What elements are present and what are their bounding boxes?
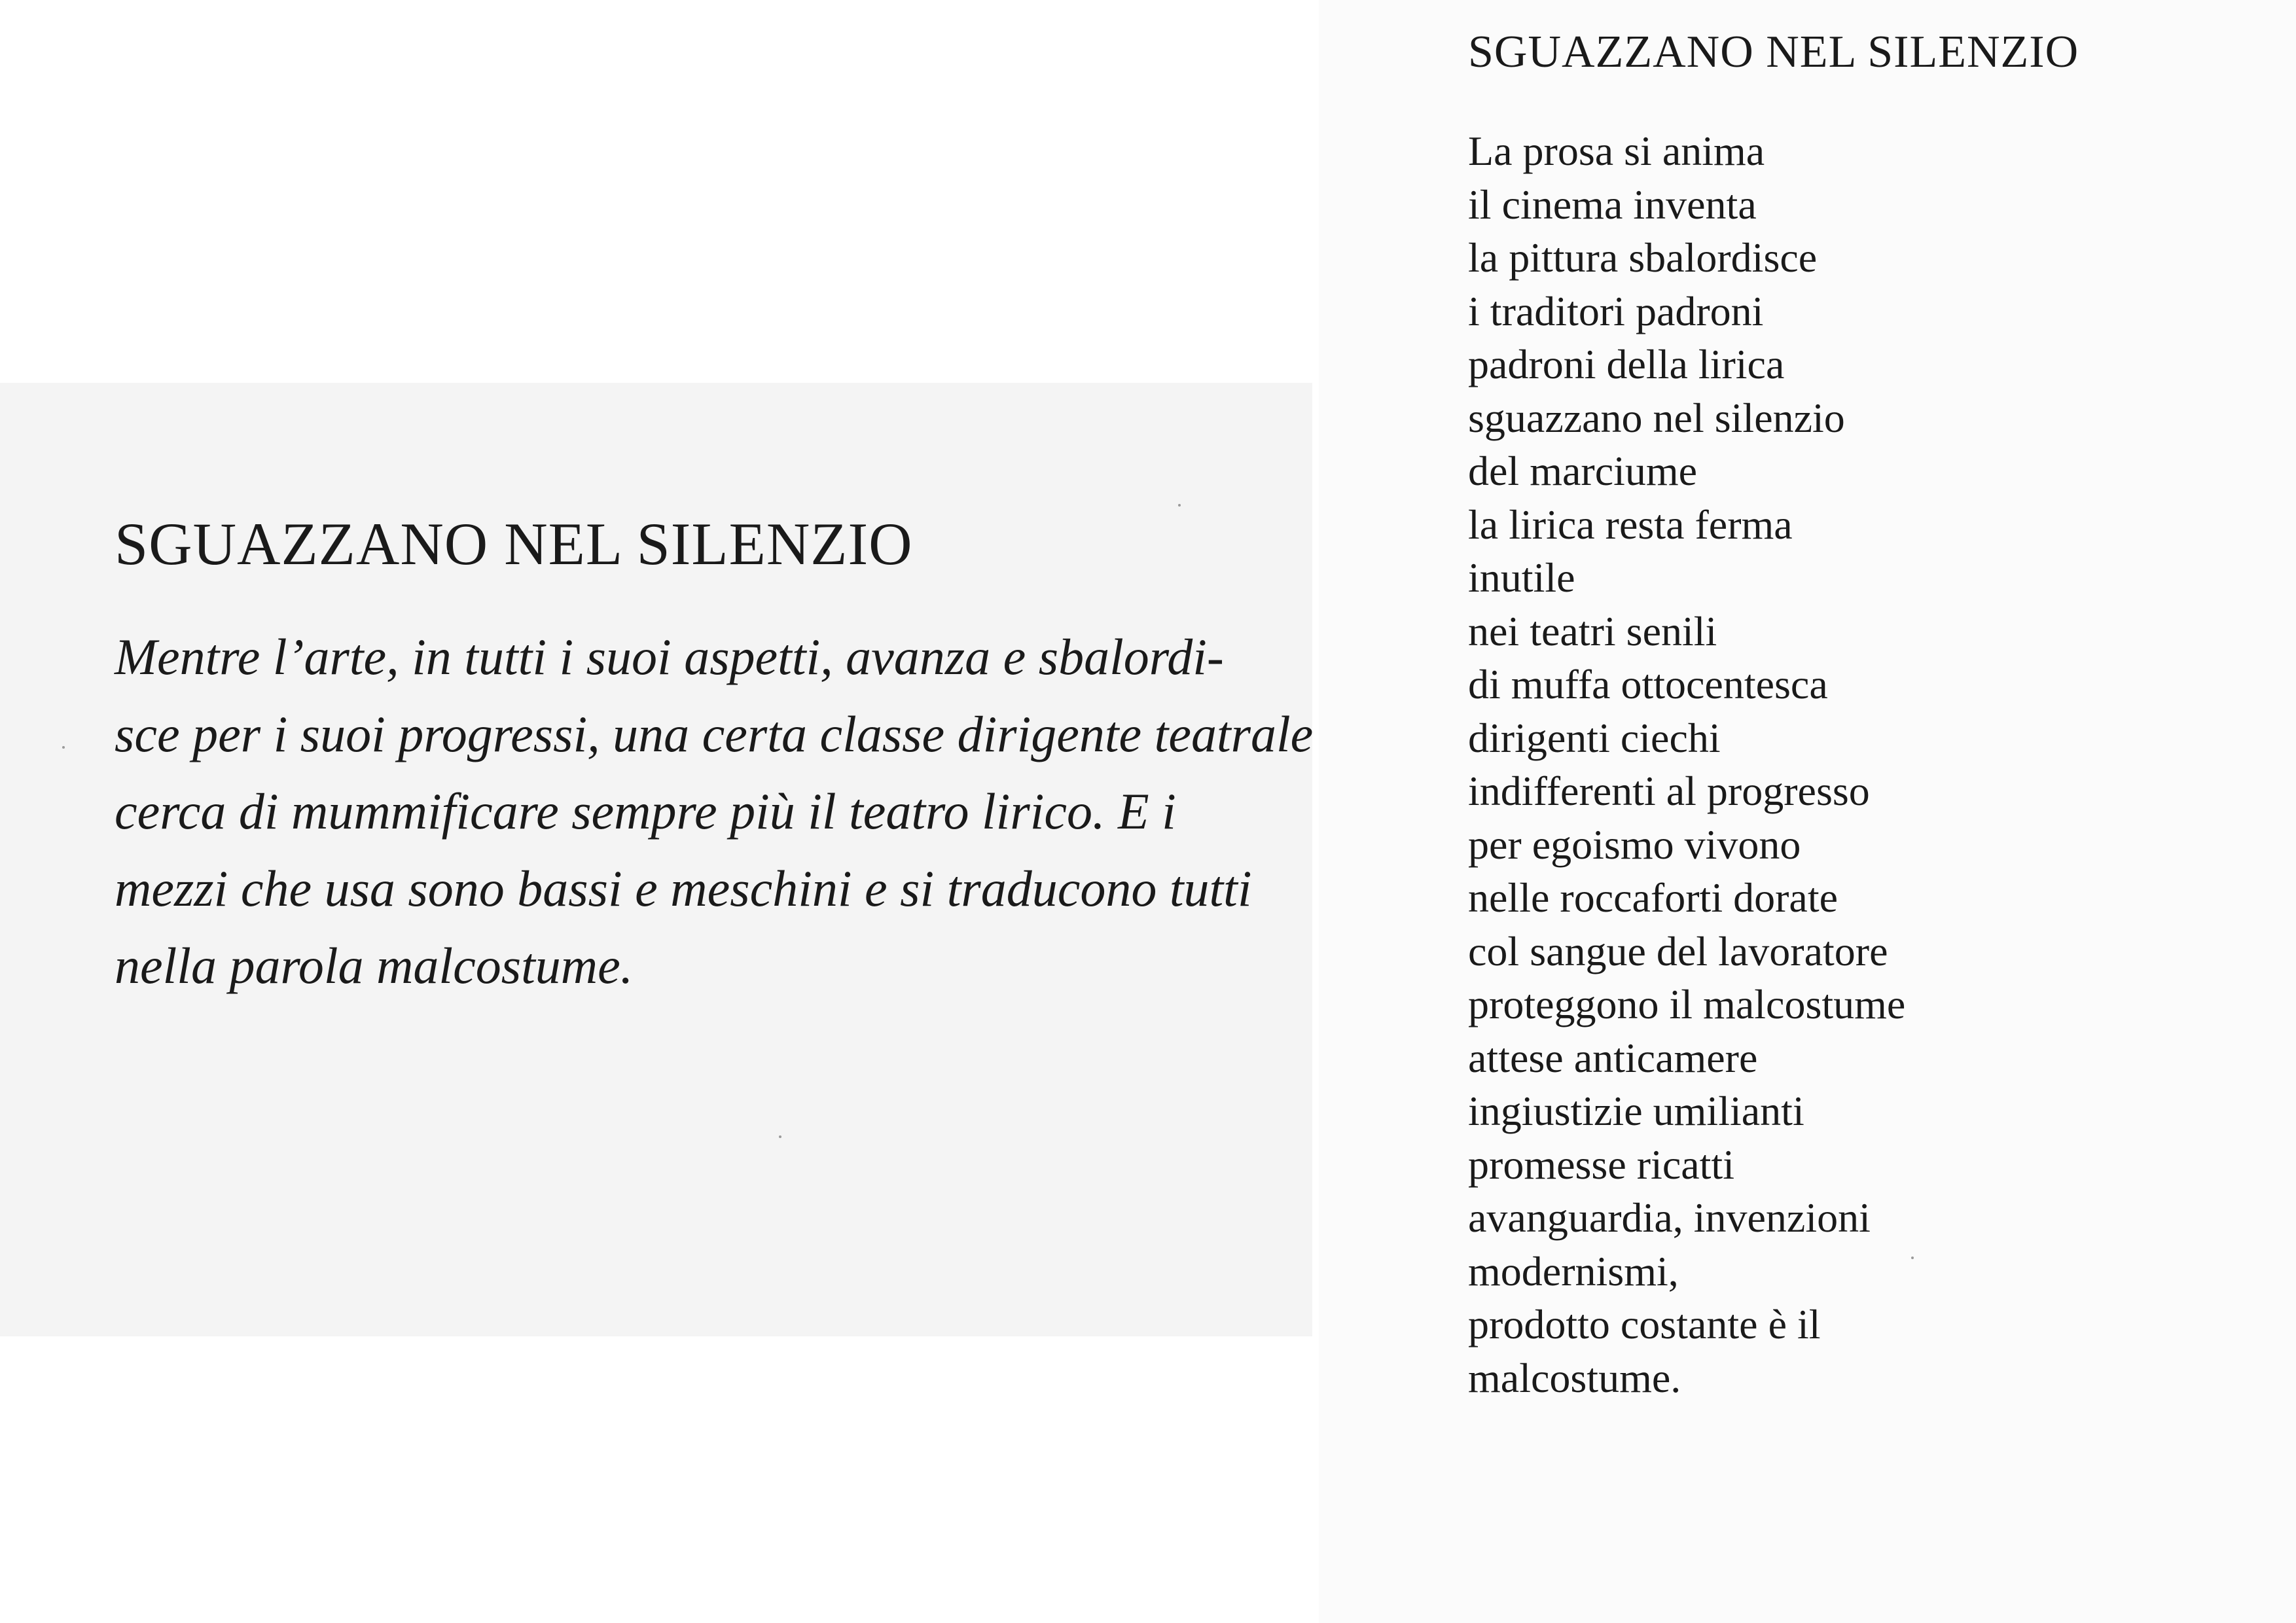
poem-line: col sangue del lavoratore bbox=[1468, 927, 1888, 974]
poem-line: nei teatri senili bbox=[1468, 607, 1717, 654]
poem-line: La prosa si anima bbox=[1468, 128, 1765, 174]
paper-speck bbox=[1911, 1257, 1914, 1259]
poem-line: modernismi, bbox=[1468, 1247, 1679, 1294]
poem-line: sguazzano nel silenzio bbox=[1468, 394, 1845, 441]
paper-speck bbox=[1178, 504, 1181, 507]
poem-line: i traditori padroni bbox=[1468, 287, 1764, 334]
poem bbox=[1468, 124, 1905, 1404]
intro-line: cerca di mummificare sempre più il teatro lirico. E i bbox=[115, 783, 1176, 840]
poem-line: prodotto costante è il bbox=[1468, 1301, 1821, 1347]
intro-line: mezzi che usa sono bassi e meschini e si traducono tutti bbox=[115, 860, 1252, 917]
poem-line: indifferenti al progresso bbox=[1468, 768, 1870, 814]
poem-line: di muffa ottocentesca bbox=[1468, 661, 1828, 707]
poem-line: per egoismo vivono bbox=[1468, 821, 1801, 868]
poem-line: dirigenti ciechi bbox=[1468, 714, 1721, 761]
right-title: SGUAZZANO NEL SILENZIO bbox=[1468, 27, 2079, 77]
poem-line: ingiustizie umilianti bbox=[1468, 1088, 1804, 1134]
poem-line: proteggono il malcostume bbox=[1468, 981, 1906, 1027]
left-title: SGUAZZANO NEL SILENZIO bbox=[115, 510, 913, 577]
poem-line: padroni della lirica bbox=[1468, 341, 1785, 387]
intro-line: Mentre l’arte, in tutti i suoi aspetti, avanza e sbalordi- bbox=[115, 628, 1224, 685]
paper-speck bbox=[62, 746, 65, 749]
intro-line: nella parola malcostume. bbox=[115, 937, 634, 994]
paper-speck bbox=[779, 1135, 781, 1138]
poem-line: attese anticamere bbox=[1468, 1034, 1758, 1081]
poem-line: la pittura sbalordisce bbox=[1468, 234, 1818, 281]
poem-line: il cinema inventa bbox=[1468, 181, 1757, 228]
poem-line: malcostume. bbox=[1468, 1354, 1681, 1401]
poem-line: del marciume bbox=[1468, 448, 1698, 494]
intro-line: sce per i suoi progressi, una certa classe dirigente teatrale bbox=[115, 705, 1314, 762]
poem-line: inutile bbox=[1468, 554, 1575, 601]
poem-line: nelle roccaforti dorate bbox=[1468, 874, 1838, 921]
poem-line: avanguardia, invenzioni bbox=[1468, 1194, 1871, 1241]
poem-line: la lirica resta ferma bbox=[1468, 501, 1793, 548]
poem-line: promesse ricatti bbox=[1468, 1141, 1734, 1188]
intro-paragraph bbox=[115, 618, 1314, 1005]
